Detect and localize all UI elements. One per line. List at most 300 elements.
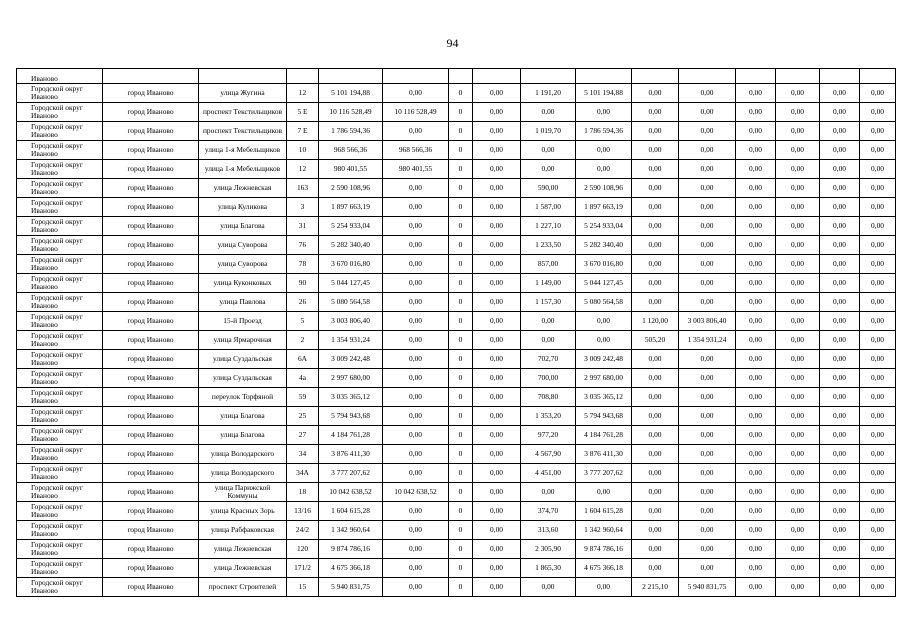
cell-cost-col-12: 0,00 [679,426,736,445]
table-row [17,464,896,483]
cell-cost-col-6: 968 566,36 [383,141,449,160]
cell-municipality: Городской округ Иваново [17,426,103,445]
cell-value-col-15: 0,00 [820,426,860,445]
cell-value-col-14: 0,00 [776,293,820,312]
cell-municipality: Городской округ Иваново [17,350,103,369]
cell-value-col-13: 0,00 [736,122,776,141]
table-row [17,388,896,407]
cell-count-col-7: 0 [449,578,473,597]
cell-value-col-16: 0,00 [860,540,896,559]
cell-house-number: 6А [287,350,319,369]
cell-value-col-14: 0,00 [776,255,820,274]
cell-value-col-16: 0,00 [860,293,896,312]
cell-cost-col-6: 0,00 [383,217,449,236]
cell-settlement: город Иваново [103,426,199,445]
cell-value-col-13: 0,00 [736,407,776,426]
cell-count-col-7: 0 [449,179,473,198]
cell-value-col-16: 0,00 [860,179,896,198]
cell-value-col-16: 0,00 [860,426,896,445]
cell-value-col-16 [860,69,896,84]
cell-count-col-7: 0 [449,103,473,122]
cell-cost-col-10: 1 604 615,28 [576,502,632,521]
cell-value-col-14: 0,00 [776,122,820,141]
cell-settlement: город Иваново [103,502,199,521]
cell-count-col-7: 0 [449,122,473,141]
cell-area-col-11: 0,00 [632,179,679,198]
cell-area-col-11: 0,00 [632,559,679,578]
cell-settlement: город Иваново [103,217,199,236]
cell-street: улица Володарского [199,445,287,464]
cell-count-col-7: 0 [449,464,473,483]
cell-area-col-11: 0,00 [632,84,679,103]
cell-street: проспект Строителей [199,578,287,597]
cell-cost-col-12: 0,00 [679,388,736,407]
cell-area-col-9: 700,00 [521,369,576,388]
table-row [17,483,896,502]
cell-cost-col-12: 0,00 [679,179,736,198]
cell-value-col-16: 0,00 [860,559,896,578]
cell-amount-col-8: 0,00 [473,141,521,160]
cell-house-number: 78 [287,255,319,274]
cell-area-col-11: 0,00 [632,445,679,464]
cell-cost-col-6: 0,00 [383,293,449,312]
cell-value-col-16: 0,00 [860,255,896,274]
table-row [17,198,896,217]
cell-area-col-9: 0,00 [521,483,576,502]
cell-value-col-13: 0,00 [736,141,776,160]
cell-street: улица Ярмарочная [199,331,287,350]
cell-amount-col-8: 0,00 [473,84,521,103]
cell-house-number: 7 Е [287,122,319,141]
cell-count-col-7 [449,69,473,84]
table-row [17,217,896,236]
cell-amount-col-8: 0,00 [473,369,521,388]
cell-cost-col-10: 0,00 [576,141,632,160]
cell-house-number: 12 [287,84,319,103]
table-row [17,274,896,293]
table-row [17,293,896,312]
cell-area-col-9: 313,60 [521,521,576,540]
cell-value-col-16: 0,00 [860,502,896,521]
cell-municipality: Городской округ Иваново [17,521,103,540]
cell-area-col-9: 977,20 [521,426,576,445]
cell-settlement: город Иваново [103,521,199,540]
table-row [17,369,896,388]
cell-count-col-7: 0 [449,293,473,312]
cell-count-col-7: 0 [449,445,473,464]
table-row [17,502,896,521]
cell-value-col-13: 0,00 [736,198,776,217]
cell-amount-col-8: 0,00 [473,255,521,274]
cell-street: улица 1-я Мебельщиков [199,141,287,160]
cell-value-col-15: 0,00 [820,483,860,502]
cell-cost-col-10: 2 590 108,96 [576,179,632,198]
cell-area-col-9: 374,70 [521,502,576,521]
cell-area-col-11: 0,00 [632,388,679,407]
cell-value-col-13: 0,00 [736,559,776,578]
cell-cost-col-10: 0,00 [576,312,632,331]
cell-street: улица Суздальская [199,350,287,369]
cell-street: улица Рабфаковская [199,521,287,540]
cell-count-col-7: 0 [449,426,473,445]
cell-municipality: Городской округ Иваново [17,331,103,350]
cell-total-cost: 2 590 108,96 [319,179,383,198]
cell-area-col-9: 708,80 [521,388,576,407]
cell-municipality: Городской округ Иваново [17,445,103,464]
cell-count-col-7: 0 [449,141,473,160]
cell-area-col-9: 857,00 [521,255,576,274]
cell-area-col-11: 0,00 [632,255,679,274]
cell-total-cost: 1 354 931,24 [319,331,383,350]
cell-cost-col-10: 9 874 786,16 [576,540,632,559]
cell-count-col-7: 0 [449,350,473,369]
cell-cost-col-12: 0,00 [679,559,736,578]
cell-settlement: город Иваново [103,559,199,578]
cell-value-col-14: 0,00 [776,578,820,597]
cell-cost-col-12: 0,00 [679,407,736,426]
cell-cost-col-10: 3 009 242,48 [576,350,632,369]
cell-area-col-11: 0,00 [632,122,679,141]
table-row [17,331,896,350]
cell-value-col-16: 0,00 [860,369,896,388]
cell-cost-col-10: 3 876 411,30 [576,445,632,464]
cell-value-col-13: 0,00 [736,274,776,293]
cell-municipality: Городской округ Иваново [17,179,103,198]
cell-cost-col-6 [383,69,449,84]
cell-house-number: 163 [287,179,319,198]
cell-amount-col-8: 0,00 [473,407,521,426]
cell-value-col-14: 0,00 [776,331,820,350]
cell-value-col-14: 0,00 [776,103,820,122]
cell-value-col-15: 0,00 [820,293,860,312]
cell-value-col-13: 0,00 [736,578,776,597]
cell-house-number: 24/2 [287,521,319,540]
cell-area-col-11: 0,00 [632,274,679,293]
cell-municipality: Городской округ Иваново [17,388,103,407]
cell-amount-col-8: 0,00 [473,217,521,236]
cell-value-col-13: 0,00 [736,483,776,502]
cell-value-col-13: 0,00 [736,84,776,103]
cell-area-col-11: 0,00 [632,103,679,122]
cell-area-col-9: 702,70 [521,350,576,369]
cell-value-col-16: 0,00 [860,483,896,502]
cell-municipality: Городской округ Иваново [17,160,103,179]
cell-house-number: 18 [287,483,319,502]
cell-value-col-15: 0,00 [820,521,860,540]
cell-count-col-7: 0 [449,331,473,350]
cell-municipality: Городской округ Иваново [17,483,103,502]
cell-value-col-13: 0,00 [736,464,776,483]
cell-street [199,69,287,84]
cell-value-col-15: 0,00 [820,217,860,236]
cell-cost-col-6: 0,00 [383,407,449,426]
cell-settlement: город Иваново [103,540,199,559]
table-row [17,445,896,464]
cell-value-col-15: 0,00 [820,198,860,217]
cell-area-col-11: 0,00 [632,464,679,483]
cell-area-col-9: 0,00 [521,141,576,160]
cell-value-col-13: 0,00 [736,236,776,255]
cell-house-number: 4а [287,369,319,388]
cell-value-col-14: 0,00 [776,407,820,426]
cell-count-col-7: 0 [449,160,473,179]
table-row [17,255,896,274]
cell-settlement: город Иваново [103,445,199,464]
cell-amount-col-8: 0,00 [473,426,521,445]
cell-value-col-16: 0,00 [860,578,896,597]
cell-street: 15-й Проезд [199,312,287,331]
cell-amount-col-8: 0,00 [473,312,521,331]
cell-cost-col-12: 0,00 [679,198,736,217]
cell-cost-col-6: 980 401,55 [383,160,449,179]
cell-amount-col-8: 0,00 [473,236,521,255]
table-row [17,236,896,255]
cell-total-cost: 980 401,55 [319,160,383,179]
cell-cost-col-10: 4 675 366,18 [576,559,632,578]
cell-amount-col-8: 0,00 [473,540,521,559]
cell-municipality: Городской округ Иваново [17,217,103,236]
cell-value-col-15: 0,00 [820,369,860,388]
cell-value-col-16: 0,00 [860,445,896,464]
cell-street: улица 1-я Мебельщиков [199,160,287,179]
cell-area-col-9: 1 587,00 [521,198,576,217]
cell-cost-col-12: 0,00 [679,255,736,274]
cell-street: улица Жугина [199,84,287,103]
table-row [17,540,896,559]
cell-amount-col-8: 0,00 [473,388,521,407]
cell-cost-col-12: 0,00 [679,464,736,483]
cell-street: проспект Текстильщиков [199,122,287,141]
cell-cost-col-12: 0,00 [679,122,736,141]
table-row [17,312,896,331]
cell-area-col-11: 0,00 [632,217,679,236]
cell-cost-col-12: 1 354 931,24 [679,331,736,350]
cell-cost-col-10: 3 777 207,62 [576,464,632,483]
cell-cost-col-10 [576,69,632,84]
cell-municipality: Городской округ Иваново [17,122,103,141]
cell-cost-col-12: 0,00 [679,84,736,103]
cell-cost-col-12: 0,00 [679,217,736,236]
cell-value-col-14: 0,00 [776,350,820,369]
cell-area-col-11: 0,00 [632,540,679,559]
cell-value-col-13: 0,00 [736,217,776,236]
cell-total-cost: 5 101 194,88 [319,84,383,103]
cell-settlement: город Иваново [103,179,199,198]
cell-area-col-11: 0,00 [632,426,679,445]
cell-total-cost [319,69,383,84]
table-row [17,84,896,103]
cell-amount-col-8: 0,00 [473,445,521,464]
cell-settlement: город Иваново [103,388,199,407]
cell-count-col-7: 0 [449,388,473,407]
cell-value-col-14: 0,00 [776,141,820,160]
cell-value-col-14: 0,00 [776,502,820,521]
cell-cost-col-6: 0,00 [383,198,449,217]
cell-count-col-7: 0 [449,312,473,331]
cell-value-col-16: 0,00 [860,274,896,293]
cell-value-col-15: 0,00 [820,350,860,369]
cell-value-col-13: 0,00 [736,388,776,407]
cell-area-col-11: 0,00 [632,141,679,160]
cell-cost-col-6: 0,00 [383,255,449,274]
cell-cost-col-6: 0,00 [383,540,449,559]
cell-value-col-16: 0,00 [860,198,896,217]
cell-settlement: город Иваново [103,312,199,331]
cell-value-col-15: 0,00 [820,578,860,597]
cell-cost-col-12: 0,00 [679,521,736,540]
cell-value-col-16: 0,00 [860,331,896,350]
cell-value-col-15: 0,00 [820,331,860,350]
cell-total-cost: 3 003 806,40 [319,312,383,331]
cell-cost-col-10: 0,00 [576,160,632,179]
cell-area-col-11: 0,00 [632,293,679,312]
cell-value-col-13: 0,00 [736,350,776,369]
cell-cost-col-6: 0,00 [383,369,449,388]
cell-value-col-16: 0,00 [860,103,896,122]
cell-municipality: Городской округ Иваново [17,198,103,217]
cell-street: улица Суздальская [199,369,287,388]
table-row [17,141,896,160]
cell-cost-col-10: 5 254 933,04 [576,217,632,236]
cell-value-col-16: 0,00 [860,312,896,331]
cell-street: улица Куликова [199,198,287,217]
cell-area-col-9: 590,00 [521,179,576,198]
cell-street: улица Парижской Коммуны [199,483,287,502]
cell-street: улица Куконковых [199,274,287,293]
cell-area-col-9: 4 451,00 [521,464,576,483]
cell-house-number: 26 [287,293,319,312]
cell-value-col-15: 0,00 [820,464,860,483]
cell-value-col-14: 0,00 [776,84,820,103]
cell-house-number: 13/16 [287,502,319,521]
cell-total-cost: 5 794 943,68 [319,407,383,426]
cell-value-col-14: 0,00 [776,540,820,559]
cell-street: улица Благова [199,217,287,236]
cell-cost-col-6: 0,00 [383,559,449,578]
cell-cost-col-6: 0,00 [383,179,449,198]
cell-area-col-9: 1 019,70 [521,122,576,141]
cell-total-cost: 3 035 365,12 [319,388,383,407]
cell-municipality: Городской округ Иваново [17,540,103,559]
cell-total-cost: 10 042 638,52 [319,483,383,502]
cell-cost-col-12: 0,00 [679,540,736,559]
cell-settlement [103,69,199,84]
cell-value-col-14: 0,00 [776,426,820,445]
page-number: 94 [446,36,459,50]
cell-value-col-15: 0,00 [820,407,860,426]
cell-value-col-14: 0,00 [776,217,820,236]
cell-cost-col-10: 1 342 960,64 [576,521,632,540]
cell-settlement: город Иваново [103,274,199,293]
cell-value-col-16: 0,00 [860,160,896,179]
table-row [17,350,896,369]
cell-cost-col-10: 0,00 [576,103,632,122]
cell-street: переулок Торфяной [199,388,287,407]
cell-area-col-11 [632,69,679,84]
cell-value-col-15: 0,00 [820,540,860,559]
cell-settlement: город Иваново [103,578,199,597]
cell-amount-col-8: 0,00 [473,350,521,369]
cell-street: улица Благова [199,426,287,445]
cell-count-col-7: 0 [449,369,473,388]
cell-cost-col-10: 0,00 [576,331,632,350]
cell-amount-col-8: 0,00 [473,122,521,141]
cell-cost-col-10: 2 997 680,00 [576,369,632,388]
cell-value-col-14 [776,69,820,84]
cell-municipality: Городской округ Иваново [17,464,103,483]
cell-amount-col-8: 0,00 [473,293,521,312]
cell-street: улица Суворова [199,236,287,255]
cell-value-col-14: 0,00 [776,559,820,578]
cell-amount-col-8: 0,00 [473,559,521,578]
cell-settlement: город Иваново [103,331,199,350]
cell-total-cost: 5 282 340,40 [319,236,383,255]
cell-value-col-15: 0,00 [820,160,860,179]
cell-count-col-7: 0 [449,559,473,578]
cell-area-col-11: 0,00 [632,160,679,179]
cell-total-cost: 1 604 615,28 [319,502,383,521]
cell-cost-col-12: 5 940 831,75 [679,578,736,597]
cell-house-number: 25 [287,407,319,426]
cell-area-col-9: 0,00 [521,331,576,350]
cell-house-number: 171/2 [287,559,319,578]
cell-settlement: город Иваново [103,84,199,103]
cell-cost-col-12: 0,00 [679,274,736,293]
cell-value-col-13: 0,00 [736,426,776,445]
cell-settlement: город Иваново [103,350,199,369]
cell-settlement: город Иваново [103,369,199,388]
cell-house-number: 90 [287,274,319,293]
cell-value-col-16: 0,00 [860,350,896,369]
cell-total-cost: 1 342 960,64 [319,521,383,540]
housing-repair-table [16,68,896,597]
cell-area-col-11: 0,00 [632,521,679,540]
cell-value-col-13: 0,00 [736,255,776,274]
continuation-row [17,69,896,84]
cell-street: улица Лежневская [199,559,287,578]
cell-municipality: Городской округ Иваново [17,502,103,521]
cell-count-col-7: 0 [449,483,473,502]
cell-value-col-15: 0,00 [820,255,860,274]
cell-settlement: город Иваново [103,103,199,122]
cell-value-col-13: 0,00 [736,369,776,388]
cell-cost-col-12: 0,00 [679,141,736,160]
cell-amount-col-8: 0,00 [473,103,521,122]
cell-cost-col-10: 5 282 340,40 [576,236,632,255]
cell-cost-col-12: 0,00 [679,103,736,122]
cell-total-cost: 4 675 366,18 [319,559,383,578]
cell-value-col-15: 0,00 [820,445,860,464]
cell-count-col-7: 0 [449,502,473,521]
cell-total-cost: 3 876 411,30 [319,445,383,464]
cell-cost-col-10: 1 897 663,19 [576,198,632,217]
cell-cost-col-6: 0,00 [383,84,449,103]
cell-municipality: Городской округ Иваново [17,293,103,312]
cell-area-col-11: 0,00 [632,350,679,369]
cell-area-col-9: 0,00 [521,312,576,331]
cell-value-col-16: 0,00 [860,217,896,236]
cell-cost-col-10: 4 184 761,28 [576,426,632,445]
table-row [17,521,896,540]
cell-house-number: 2 [287,331,319,350]
cell-value-col-14: 0,00 [776,521,820,540]
cell-street: улица Лежневская [199,179,287,198]
cell-amount-col-8: 0,00 [473,179,521,198]
cell-value-col-16: 0,00 [860,84,896,103]
table-row [17,160,896,179]
cell-value-col-15: 0,00 [820,179,860,198]
cell-value-col-13: 0,00 [736,445,776,464]
